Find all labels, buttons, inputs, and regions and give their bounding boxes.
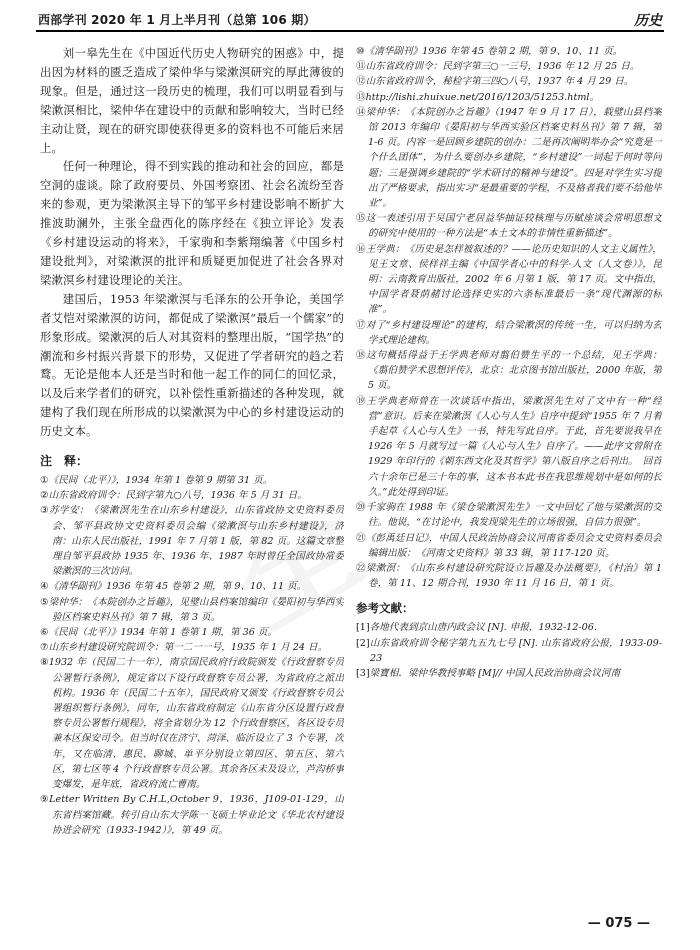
footnote-text: http://lishi.zhuixue.net/2016/1203/51253.html。 <box>365 91 600 103</box>
footnote-text: 山东省政府训令，秘检字第三四○八号，1937 年 4 月 29 日。 <box>365 76 634 88</box>
body-paragraph: 建国后，1953 年梁漱溟与毛泽东的公开争论，美国学者艾恺对梁漱溟的访问，都促成了梁漱溟“最后一个儒家”的形象形成。梁漱溟的后人对其资料的整理出版，“国学热”的潮流和乡村振兴背景下的形势，又促进了学者研究的趋之若鹜。无论是他本人还是当时和他一起工作的同仁的回忆录，以及后来学者们的研究，以补偿性重新描述的各种发现，就建构了我们现在所形成的以梁漱溟为中心的乡村建设运动的历史文本。 <box>40 291 344 439</box>
footnote <box>356 531 662 561</box>
references-heading: 参考文献： <box>356 601 414 616</box>
footnote-text: Letter Written By C.H.L,October 9，1936，J109-01-129，山东省档案馆藏。转引自山东大学陈一飞硕士毕业论文《华北农村建设协进会研究（1933-1942）》，第 49 页。 <box>49 794 344 836</box>
footnote-number: ② <box>40 490 49 502</box>
footnote-number: ⑳ <box>356 502 366 514</box>
footnote-text: 王学典老师曾在一次谈话中指出，梁漱溟先生对了文中有一种“经营”意识。后来在梁漱溟《人心与人生》自序中提到“1955 年 7 月着手起草《人心与人生》一书，特先写此自序。于此，首先要说我早在 1926 年 5 月就写过一篇《人心与人生》自序了。——此序文曾附在 1929 年印行的《朝东西文化及其哲学》第八版自序之后刊出。 回首六十余年已是三十年的事，这本书本此书在我思维规划中是如何的长久。”此处得到印证。 <box>366 395 662 498</box>
footnote-text: 1932 年（民国二十一年），南京国民政府行政院颁发《行政督察专员公署暂行条例》，规定省以下设行政督察专员公署，为省政府之派出机构。1936 年（民国二十五年），国民政府又颁发《行政督察专员公署组织暂行条例》，同年，山东省政府制定《山东省分区设置行政督察专员公署暂行规程》，将全省划分为 12 个行政督察区，各区设专员兼本区保安司令。但当时仅在济宁、菏泽、临沂设立了 3 个专署，次年，又在临清、惠民、聊城、单平分别设立第四区、第五区、第六区，第七区等 4 个行政督察专员公署。其余各区未及设立，芦沟桥事变爆发，是年底，省政府流亡曹南。 <box>48 657 344 791</box>
footnote <box>356 561 662 591</box>
footnote-number: ⑱ <box>356 350 367 362</box>
page-header <box>0 0 700 42</box>
footnote <box>356 348 662 394</box>
footnote-number: ⑩ <box>356 46 365 57</box>
notes-list-left <box>40 473 344 838</box>
notes-list-right <box>356 44 662 591</box>
footnote-text: 这一表述引用于吴国宁老居益华抽证较核理与历赋座谈会常明思想文的研究中使用的一种方法是“本土文本的非情性重新描述”。 <box>365 213 662 240</box>
footnote-text: 苏学安：《梁漱溟先生在山东乡村建设》，山东省政协文史资料委员会、邹平县政协文史资料委员会编《梁漱溟与山东乡村建设》，济南：山东人民出版社，1991 年 7 月第 1 版，第 82 页。这篇文章整理自邹平县政协 1935 年、1936 年、1987 年时曾任全国政协常委梁漱溟的三次访问。 <box>49 505 344 578</box>
reference-item-text: 梁寶相．梁仲华教授事略 [M]// 中国人民政治协商会议河南 <box>369 667 621 679</box>
footnote-text: 王学典：《历史是怎样被叙述的？——论历史知识的人文主义属性》，见王文章、侯样祥主编《中国学者心中的科学·人文（人文卷）》，昆明：云南教育出版社，2002 年 6 月第 1 版，第 17 页。文中指出，中国学者聂荫赭讨论选择史实的六条标准最后一条“现代渊源的标准”。 <box>365 243 662 316</box>
footnote-text: 山东省政府训令：民到字第三○一三号，1936 年 12 月 25 日。 <box>365 61 640 73</box>
footnote-text: 《彭禹廷日记》，中国人民政治协商会议河南省委员会文史资料委员会编辑出版：《河南文史资料》第 33 辑，第 117-120 页。 <box>365 532 662 559</box>
footnote-number: ⑧ <box>40 657 49 669</box>
reference-item <box>356 620 662 635</box>
footnote <box>40 792 344 838</box>
footnote-number: ㉒ <box>356 562 366 574</box>
footnote-text: 对了“乡村建设理论”的建构，结合梁漱溟的传统一生，可以归纳为玄学式理论建构。 <box>365 319 662 346</box>
footnote-text: 这句概括得益于王学典老师对翦伯赞生平的一个总结，见王学典：《翦伯赞学术思想评传》，北京：北京图书馆出版社，2000 年版，第 5 页。 <box>366 350 662 392</box>
footnote-number: ⑪ <box>356 61 366 73</box>
page-number: — 075 — <box>587 916 650 931</box>
footnote <box>356 44 662 59</box>
footnote <box>40 488 344 503</box>
reference-item <box>356 666 662 681</box>
body-paragraph: 任何一种理论，得不到实践的推动和社会的回应，都是空洞的虚谈。除了政府要员、外国考察团、社会名流纷至沓来的参观，更为梁漱溟主导下的邹平乡村建设影响不断扩大推波助澜外，主张全盘西化的陈序经在《独立评论》发表《乡村建设运动的将来》，千家驹和李紫翔编著《中国乡村建设批判》，对梁漱溟的批评和质疑更加促进了社会各界对梁漱溟乡村建设理论的关注。 <box>40 159 344 287</box>
footnote-number: ⑥ <box>40 627 49 639</box>
footnote-text: 梁仲华：《本院创办之旨趣》，见璧山县档案馆编印《晏阳初与华西实验区档案史料丛刊》第 7 辑，第 3 页。 <box>48 596 344 623</box>
footnote-text: 《民间（北平）》，1934 年第 1 卷第 9 期第 31 页。 <box>48 475 273 487</box>
right-column <box>356 44 662 914</box>
footnote-text: 《民间（北平）》1934 年第 1 卷第 1 期，第 36 页。 <box>48 627 278 639</box>
reference-item-number: [1] <box>356 622 370 634</box>
footnote-number: ⑮ <box>356 213 366 225</box>
footnote <box>356 211 662 241</box>
footnote-number: ③ <box>40 505 50 517</box>
footnote-number: ⑲ <box>356 395 367 407</box>
footnote-text: 山东乡村建设研究院训令：第一二一一号，1935 年 1 月 24 日。 <box>48 642 328 654</box>
reference-item <box>356 636 662 666</box>
footnote <box>356 90 662 105</box>
header-rule <box>36 30 664 32</box>
footnote-number: ⑦ <box>40 642 49 654</box>
references-list <box>356 620 662 681</box>
footnote <box>40 503 344 579</box>
footnote <box>40 579 344 594</box>
journal-title: 西部学刊 2020 年 1 月上半月刊（总第 106 期） <box>38 13 316 27</box>
footnote-number: ㉑ <box>356 532 366 544</box>
footnote-text: 梁仲华：《本院创办之旨趣》（1947 年 9 月 17 日），载璧山县档案馆 2013 年编印《晏阳初与华西实验区档案史料丛刊》第 7 辑，第 1-6 页。内容一是回顾乡建院的创办：二是再次阐明举办会“究竟是一个什么团体”，为什么要创办乡建院，“乡村建设”一词起于何时等问题；三是强调乡建院的“学术研讨的精神与建设”。四是对学生实习提出了严格要求，指出实习“是最重要的学程，不及格者我们要不给他毕业”。 <box>365 106 662 210</box>
footnote <box>356 74 662 89</box>
footnote-number: ④ <box>40 581 49 593</box>
notes-heading: 注 释： <box>40 454 89 469</box>
footnote <box>356 105 662 211</box>
left-column <box>40 44 344 914</box>
body-paragraph: 刘一皋先生在《中国近代历史人物研究的困惑》中，提出因为材料的匮乏造成了梁仲华与梁漱溟研究的厚此薄彼的现象。但是，通过这一段历史的梳理，我们可以明显看到与梁漱溟相比，梁仲华在建设中的贡献和影响较大，当时已经主动让贤，现在的研究即使获得更多的资料也不可能后来居上。 <box>40 46 344 155</box>
section-title: 历史 <box>634 13 662 29</box>
footnote-number: ⑯ <box>356 243 366 255</box>
footnote-number: ⑬ <box>356 91 366 103</box>
reference-item-number: [2] <box>356 637 370 649</box>
footnote <box>40 595 344 625</box>
footnote-number: ① <box>40 475 49 487</box>
footnote <box>40 655 344 792</box>
footnote-number: ⑨ <box>40 794 50 806</box>
footnote-text: 千家驹在 1988 年《梁仓梁漱溟先生》一文中回忆了他与梁漱溟的交往。他说，“在讨论中，我发现梁先生的立场很强，自信力很强”。 <box>365 502 662 529</box>
footnote-number: ⑫ <box>356 76 366 88</box>
footnote <box>356 318 662 348</box>
footnote-number: ⑭ <box>356 106 366 118</box>
footnote-number: ⑤ <box>40 596 49 608</box>
reference-item-text: 山东省政府训令秘字第九五九七号 [N]. 山东省政府公报，1933-09-23 <box>369 637 662 664</box>
footnote <box>356 59 662 74</box>
footnote-text: 梁漱溟：《山东乡村建设研究院设立旨趣及办法概要》，《村治》第 1 卷，第 11、12 期合刊，1930 年 11 月 16 日，第 1 页。 <box>365 562 662 590</box>
footnote-text: 山东省政府训令：民到字第九○八号，1936 年 5 月 31 日。 <box>48 490 307 502</box>
footnote <box>40 625 344 640</box>
footnote-text: 《清华副刊》1936 年第 45 卷第 2 期，第 9、10、11 页。 <box>48 581 307 593</box>
footnote <box>356 500 662 530</box>
footnote-number: ⑰ <box>356 319 366 331</box>
footnote <box>356 242 662 318</box>
footnote <box>356 394 662 500</box>
reference-item-number: [3] <box>356 667 370 679</box>
footnote <box>40 640 344 655</box>
reference-item-text: 各地代表到京山唐内政会议 [N]. 申报，1932-12-06. <box>369 622 597 634</box>
footnote-text: 《清华副刊》1936 年第 45 卷第 2 期，第 9、10、11 页。 <box>364 46 623 57</box>
footnote <box>40 473 344 488</box>
